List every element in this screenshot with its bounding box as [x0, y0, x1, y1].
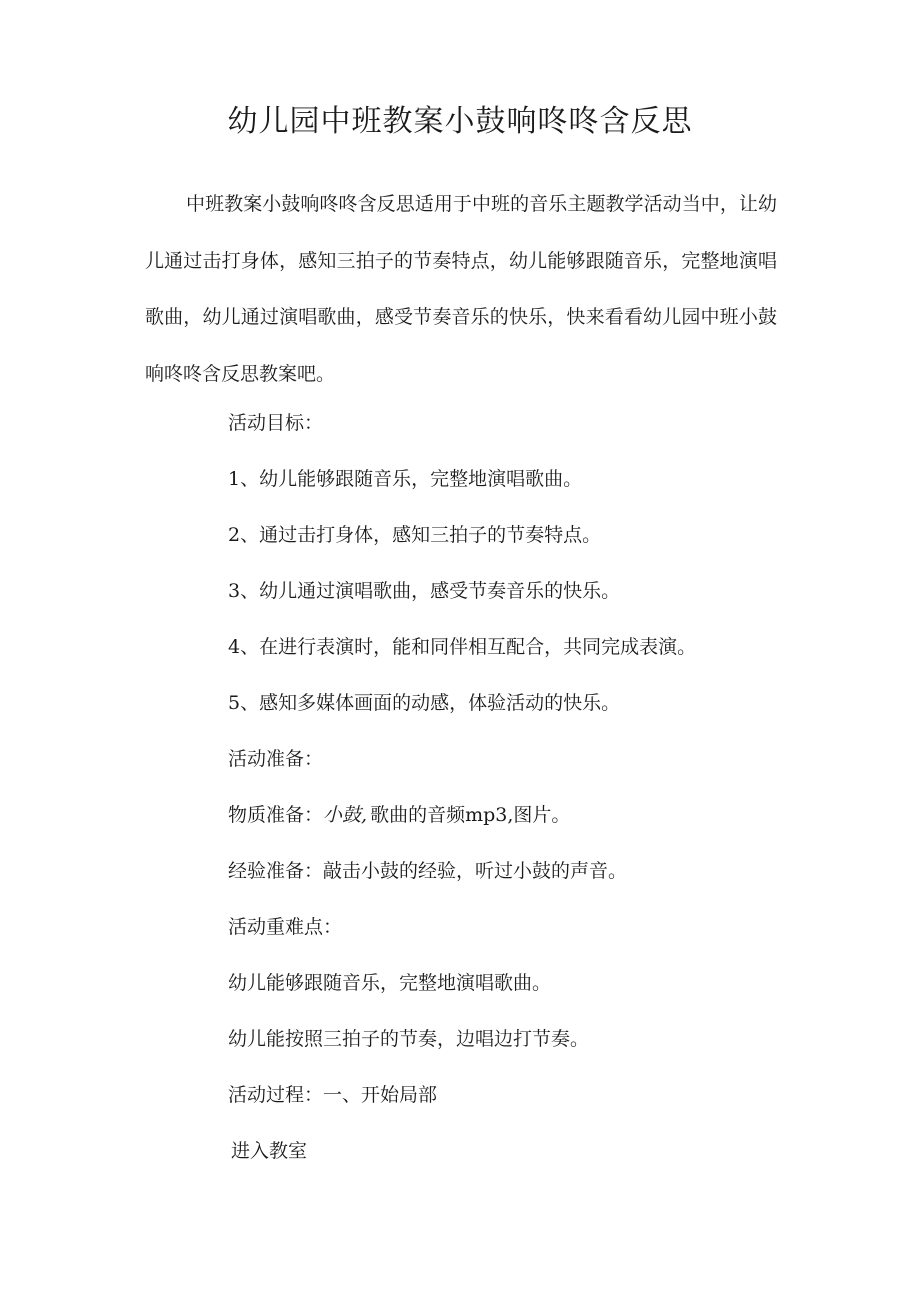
- key-point-item: 幼儿能按照三拍子的节奏，边唱边打节奏。: [228, 1028, 590, 1050]
- process-heading: 活动过程：一、开始局部: [228, 1084, 438, 1106]
- material-italic-item: 小鼓,: [323, 804, 368, 826]
- intro-paragraph: 中班教案小鼓响咚咚含反思适用于中班的音乐主题教学活动当中，让幼儿通过击打身体，感知三拍子的节奏特点，幼儿能够跟随音乐，完整地演唱歌曲，幼儿通过演唱歌曲，感受节奏音乐的快乐，快来看看幼儿园中班小鼓响咚咚含反思教案吧。: [145, 193, 777, 385]
- goal-item: 2、通过击打身体，感知三拍子的节奏特点。: [228, 524, 602, 546]
- material-rest: 歌曲的音频mp3,图片。: [370, 804, 571, 826]
- goal-item: 5、感知多媒体画面的动感，体验活动的快乐。: [228, 692, 621, 714]
- material-label: 物质准备：: [228, 804, 324, 826]
- key-points-heading: 活动重难点：: [228, 916, 343, 938]
- document-title: 幼儿园中班教案小鼓响咚咚含反思: [227, 104, 693, 139]
- goals-heading: 活动目标：: [228, 412, 324, 434]
- process-item: 进入教室: [231, 1140, 308, 1162]
- key-point-item: 幼儿能够跟随音乐，完整地演唱歌曲。: [228, 972, 552, 994]
- goal-item: 4、在进行表演时，能和同伴相互配合，共同完成表演。: [228, 636, 697, 658]
- goal-item: 1、幼儿能够跟随音乐，完整地演唱歌曲。: [228, 468, 583, 490]
- material-preparation: [228, 801, 570, 829]
- experience-preparation: 经验准备：敲击小鼓的经验，听过小鼓的声音。: [228, 860, 628, 882]
- goal-item: 3、幼儿通过演唱歌曲，感受节奏音乐的快乐。: [228, 580, 621, 602]
- preparation-heading: 活动准备：: [228, 748, 324, 770]
